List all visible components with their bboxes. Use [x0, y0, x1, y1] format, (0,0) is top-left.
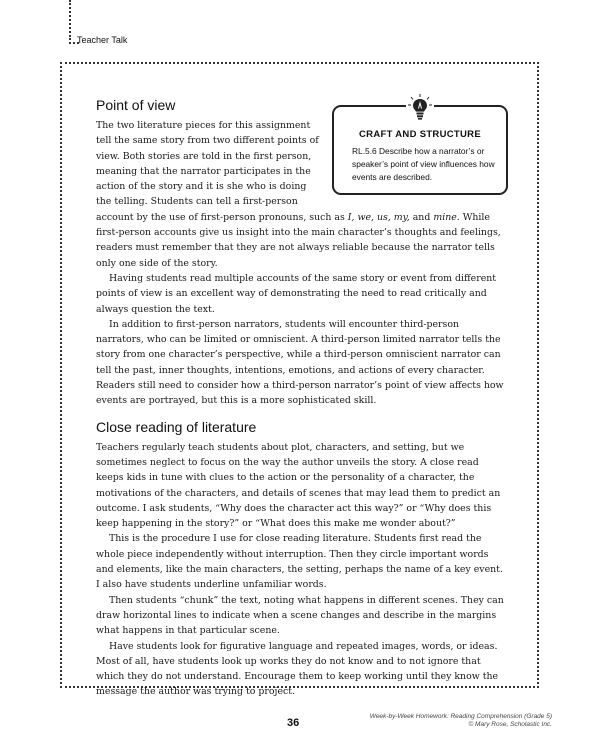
paragraph: Teachers regularly teach students about plot, characters, and setting, but we sometimes neglect to focus on the way the author unveils the story. A close read keeps kids in tune with clues to the action or the personality of a character, the motivations of the characters, and details of scenes that may lead them to predict an outcome. I ask students, “Why does the character act this way?” or “Why does this keep happening in the story?” or “What does this make me wonder about?” — [96, 441, 501, 530]
footer-copyright: © Mary Rose, Scholastic Inc. — [468, 721, 552, 728]
footer-credit — [370, 713, 552, 729]
callout-title: CRAFT AND STRUCTURE — [359, 129, 481, 140]
callout-standard-text: RL.5.6 Describe how a narrator’s or speaker’s point of view influences how events are described. — [352, 146, 495, 182]
craft-structure-callout — [332, 105, 508, 195]
header-dotted-rule — [69, 0, 71, 40]
lightbulb-icon — [406, 93, 434, 121]
section-title-close-reading: Close reading of literature — [96, 418, 257, 435]
paragraph: Have students look for figurative language and repeated images, words, or ideas. Most of all, have students look up works they do not know and to not ignore that which they do not understand. Encourage them to keep working until they know the message the author was trying to project. — [96, 640, 499, 698]
header-label: Teacher Talk — [77, 35, 128, 45]
page-number: 36 — [287, 717, 300, 729]
paragraph: Having students read multiple accounts of the same story or event from different points of view is an excellent way of demonstrating the need to read critically and always question the text. — [96, 272, 497, 315]
paragraph: In addition to first-person narrators, students will encounter third-person narrators, who can be limited or omniscient. A third-person limited narrator tells the story from one character’s perspective, while a third-person omniscient narrator can tell the past, inner thoughts, intentions, emotions, and actions of every character. Readers still need to consider how a third-person narrator’s point of view affects how events are portrayed, but this is a more sophisticated skill. — [96, 318, 504, 407]
article-content — [96, 97, 508, 700]
footer-book-title: Week-by-Week Homework: Reading Comprehension (Grade 5) — [369, 713, 552, 720]
paragraph: This is the procedure I use for close reading literature. Students first read the whole piece independently without interruption. Then they circle important words and elements, like the main characters, the setting, perhaps the name of a key event. I also have students underline unfamiliar words. — [96, 533, 503, 591]
paragraph: Then students “chunk” the text, noting what happens in different scenes. They can draw horizontal lines to indicate when a scene changes and describe in the margins what happens in that particular scene. — [96, 594, 504, 637]
paragraph: The two literature pieces for this assignment tell the same story from two different points of view. Both stories are told in the first person, meaning that the narrator participates in the action of the story and it is she who is doing the telling. Students can tell a first-person account by the use of first-person pronouns, such as I, we, us, my, and mine. While first-person accounts give us insight into the main character’s thoughts and feelings, readers must remember that they are not always reliable because the narrator tells only one side of the story. — [96, 120, 501, 269]
section-title-point-of-view: Point of view — [96, 97, 176, 113]
